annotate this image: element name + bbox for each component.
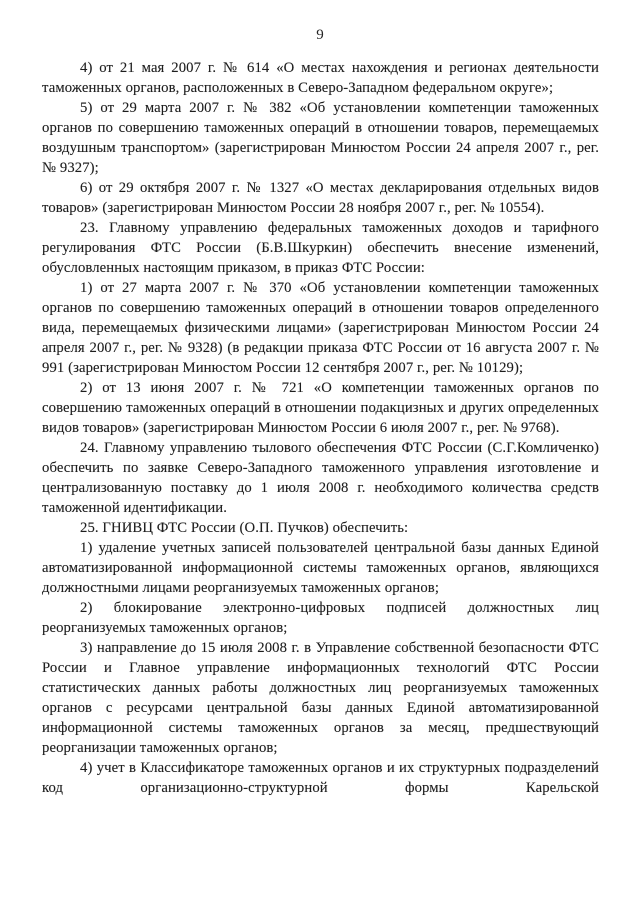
paragraph-clause-25: 25. ГНИВЦ ФТС России (О.П. Пучков) обеспечить:	[80, 520, 409, 536]
paragraph-clause-23: 23. Главному управлению федеральных таможенных доходов и тарифного регулирования ФТС России (Б.В.Шкуркин) обеспечить внесение изменений, обусловленных настоящим приказом, в приказ ФТС России:	[42, 220, 599, 276]
paragraph-item-5: 5) от 29 марта 2007 г. № 382 «Об установлении компетенции таможенных органов по совершению таможенных операций в отношении товаров, перемещаемых воздушным транспортом» (зарегистрирован Минюстом России 24 апреля 2007 г., рег. № 9327);	[42, 100, 599, 176]
paragraph-clause-23-sub-2: 2) от 13 июня 2007 г. № 721 «О компетенции таможенных органов по совершению таможенных операций в отношении подакцизных и других определенных видов товаров» (зарегистрирован Минюстом России 6 июля 2007 г., рег. № 9768).	[42, 380, 599, 436]
paragraph-clause-23-sub-1: 1) от 27 марта 2007 г. № 370 «Об установлении компетенции таможенных органов по совершению таможенных операций в отношении товаров определенного вида, перемещаемых физическими лицами» (зарегистрирован Минюстом России 24 апреля 2007 г., рег. № 9328) (в редакции приказа ФТС России от 16 августа 2007 г. № 991 (зарегистрирован Минюстом России 12 сентября 2007 г., рег. № 10129);	[42, 280, 599, 376]
paragraph-item-4: 4) от 21 мая 2007 г. № 614 «О местах нахождения и регионах деятельности таможенных органов, расположенных в Северо-Западном федеральном округе»;	[42, 60, 599, 96]
paragraph-item-6: 6) от 29 октября 2007 г. № 1327 «О местах декларирования отдельных видов товаров» (зарегистрирован Минюстом России 28 ноября 2007 г., рег. № 10554).	[42, 180, 599, 216]
document-body	[42, 58, 599, 798]
paragraph-clause-25-sub-2: 2) блокирование электронно-цифровых подписей должностных лиц реорганизуемых таможенных органов;	[42, 600, 599, 636]
paragraph-clause-25-sub-4: 4) учет в Классификаторе таможенных органов и их структурных подразделений код организационно-структурной формы Карельской	[42, 760, 599, 796]
paragraph-clause-24: 24. Главному управлению тылового обеспечения ФТС России (С.Г.Комличенко) обеспечить по заявке Северо-Западного таможенного управления изготовление и централизованную поставку до 1 июля 2008 г. необходимого количества средств таможенной идентификации.	[42, 440, 599, 516]
paragraph-clause-25-sub-3: 3) направление до 15 июля 2008 г. в Управление собственной безопасности ФТС России и Главное управление информационных технологий ФТС России статистических данных работы должностных лиц реорганизуемых таможенных органов с ресурсами центральной базы данных Единой автоматизированной информационной системы таможенных органов за месяц, предшествующий реорганизации таможенных органов;	[42, 640, 599, 756]
page-number: 9	[316, 27, 324, 43]
paragraph-clause-25-sub-1: 1) удаление учетных записей пользователей центральной базы данных Единой автоматизированной информационной системы таможенных органов, являющихся должностными лицами реорганизуемых таможенных органов;	[42, 540, 599, 596]
